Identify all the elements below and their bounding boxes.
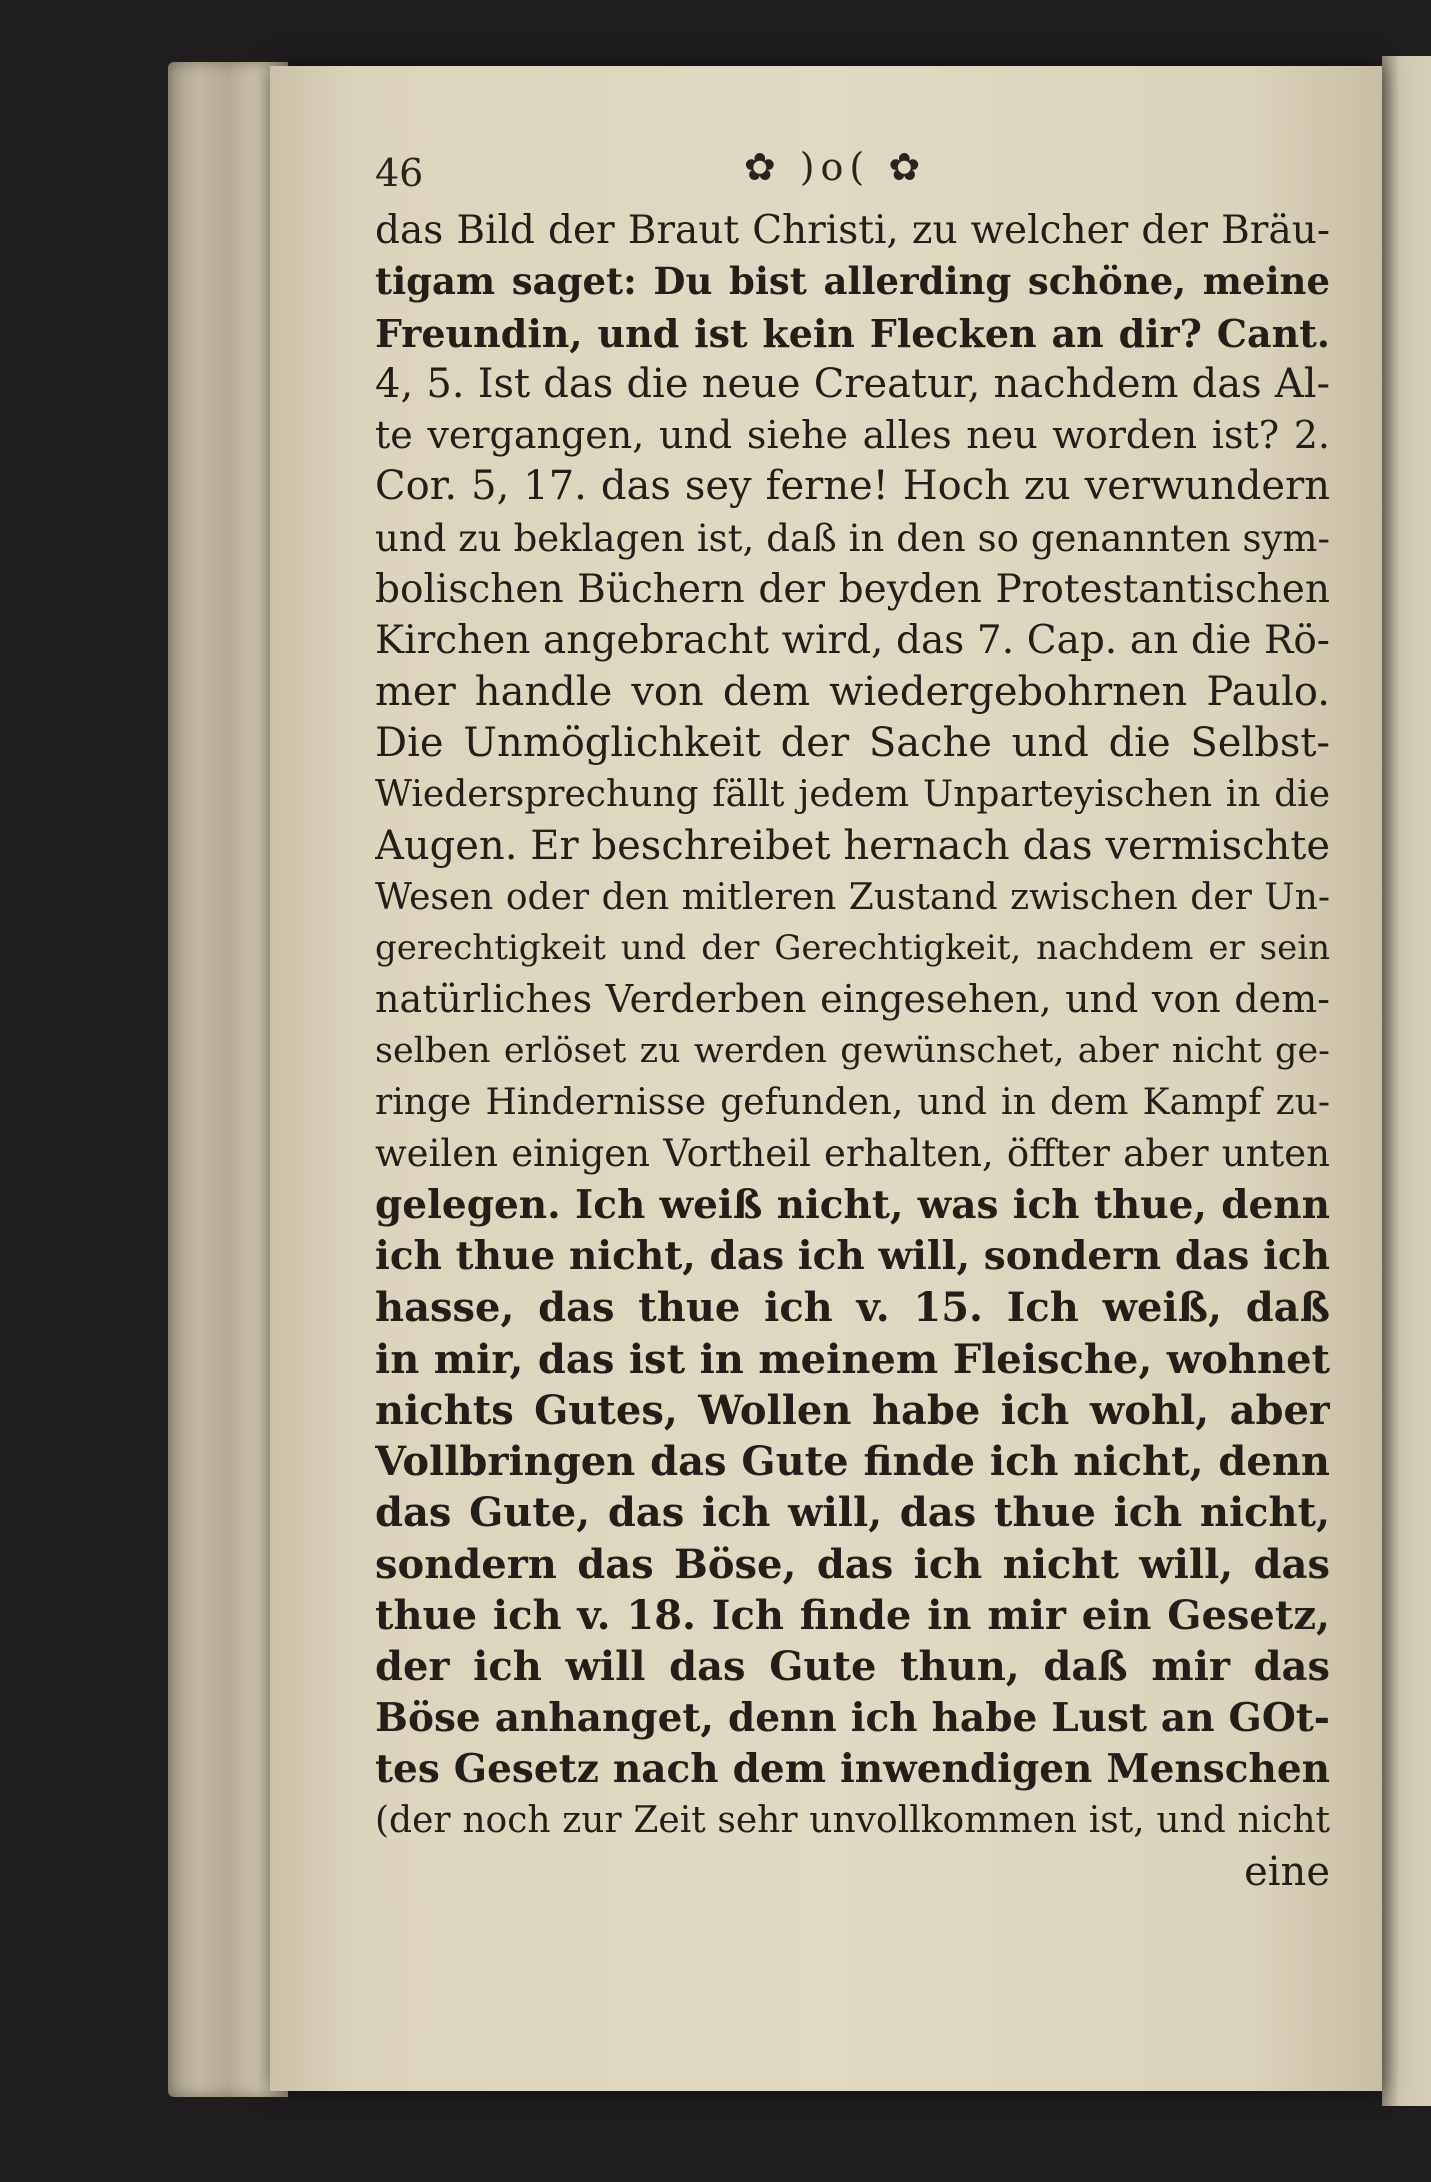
page-text (375, 145, 1330, 1898)
text-line: gerechtigkeit und der Gerechtigkeit, nachdem er sein (375, 928, 1330, 969)
text-line: das Bild der Braut Christi, zu welcher der Bräu- (375, 208, 1330, 253)
text-line: Die Unmöglichkeit der Sache und die Selbst- (375, 719, 1330, 766)
facing-page-edge (1382, 56, 1431, 2106)
text-line: Freundin, und ist kein Flecken an dir? Cant. (375, 310, 1330, 356)
text-line: natürliches Verderben eingesehen, und von dem- (375, 977, 1330, 1022)
text-line: te vergangen, und siehe alles neu worden ist? 2. (375, 413, 1330, 458)
catchword: eine (1244, 1848, 1330, 1895)
text-line: das Gute, das ich will, das thue ich nicht, (375, 1489, 1330, 1537)
text-line: Vollbringen das Gute finde ich nicht, denn (375, 1438, 1330, 1486)
text-line: 4, 5. Ist das die neue Creatur, nachdem das Al- (375, 360, 1330, 407)
running-header (375, 145, 1330, 205)
text-line: ich thue nicht, das ich will, sondern das ich (375, 1232, 1330, 1279)
text-line: in mir, das ist in meinem Fleische, wohnet (375, 1335, 1330, 1383)
text-line: Kirchen angebracht wird, das 7. Cap. an die Rö- (375, 618, 1330, 664)
text-line: thue ich v. 18. Ich finde in mir ein Gesetz, (375, 1592, 1330, 1640)
text-line: Wiedersprechung fällt jedem Unparteyischen in die (375, 774, 1330, 816)
text-line: hasse, das thue ich v. 15. Ich weiß, daß (375, 1284, 1330, 1332)
text-line: sondern das Böse, das ich nicht will, das (375, 1540, 1330, 1588)
text-line: Augen. Er beschreibet hernach das vermischte (375, 822, 1330, 869)
text-line: bolischen Büchern der beyden Protestantischen (375, 567, 1330, 613)
text-line: Böse anhanget, denn ich habe Lust an GOt- (375, 1694, 1330, 1741)
text-line: selben erlöset zu werden gewünschet, aber nicht ge- (375, 1030, 1330, 1071)
header-ornament: ✿ )o( ✿ (743, 145, 927, 189)
text-line: und zu beklagen ist, daß in den so genannten sym- (375, 516, 1330, 560)
text-line: nichts Gutes, Wollen habe ich wohl, aber (375, 1386, 1330, 1434)
text-line: (der noch zur Zeit sehr unvollkommen ist, und nicht (375, 1800, 1330, 1842)
text-line: Wesen oder den mitleren Zustand zwischen der Un- (375, 876, 1330, 918)
text-line: weilen einigen Vortheil erhalten, öffter aber unten (375, 1132, 1330, 1176)
text-line: mer handle von dem wiedergebohrnen Paulo. (375, 668, 1330, 715)
text-line: Cor. 5, 17. das sey ferne! Hoch zu verwundern (375, 463, 1330, 510)
text-line: der ich will das Gute thun, daß mir das (375, 1643, 1330, 1691)
text-line: tigam saget: Du bist allerding schöne, meine (375, 259, 1330, 304)
page-number: 46 (375, 151, 424, 195)
text-line: tes Gesetz nach dem inwendigen Menschen (375, 1745, 1330, 1792)
text-line: gelegen. Ich weiß nicht, was ich thue, denn (375, 1181, 1330, 1228)
text-line: ringe Hindernisse gefunden, und in dem Kampf zu- (375, 1082, 1330, 1124)
